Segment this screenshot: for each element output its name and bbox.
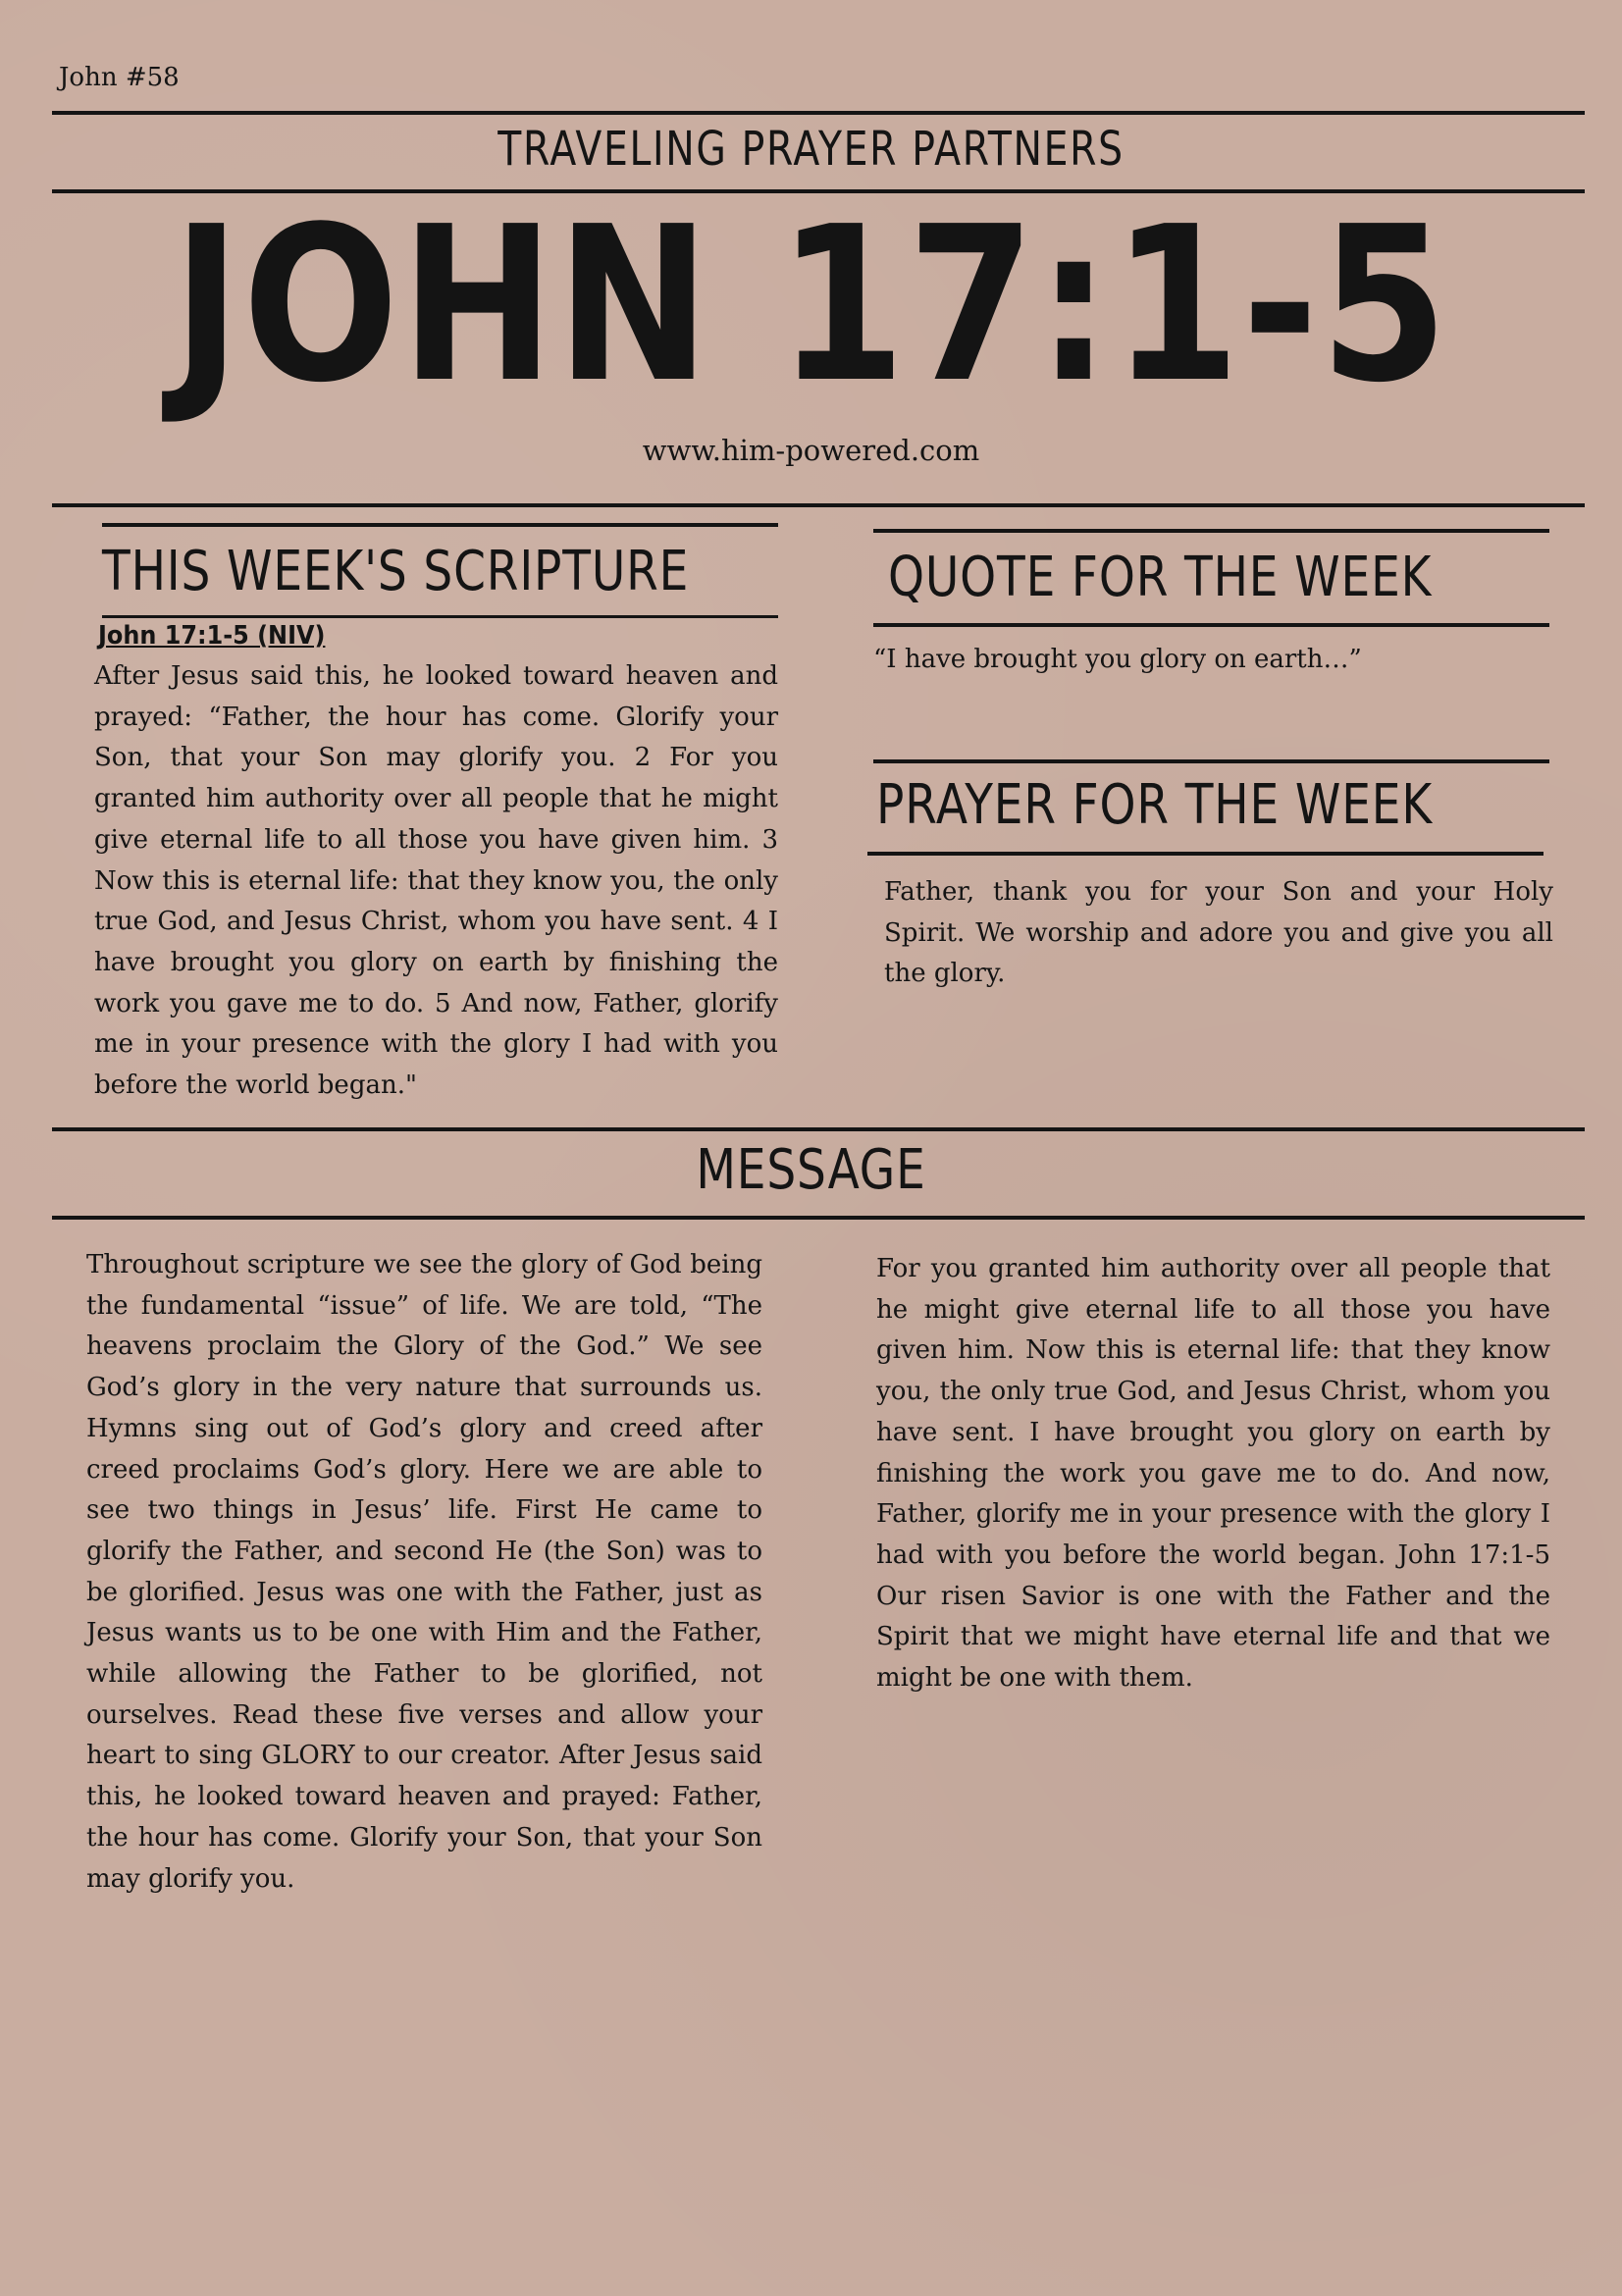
message-heading: MESSAGE (696, 1138, 926, 1202)
quote-bottom-rule (873, 623, 1549, 627)
top-rule (52, 111, 1585, 115)
scripture-top-rule (102, 523, 778, 527)
header-bottom-rule (52, 503, 1585, 507)
quote-heading: QUOTE FOR THE WEEK (888, 546, 1433, 609)
main-title: JOHN 17:1-5 (172, 182, 1450, 430)
message-top-rule (52, 1127, 1585, 1131)
message-right-text: For you granted him authority over all people that he might give eternal life to all those you have given him. Now this is eternal life: that they know you, the only true God, and Jesus Christ, whom you have sent. I have brought you glory on earth by finishing the work you gave me to do. And now, Father, glorify me in your presence with the glory I had with you before the world began. John 17:1-5 Our risen Savior is one with the Father and the Spirit that we might have eternal life and that we might be one with them. (876, 1254, 1550, 1694)
website-text: www.him-powered.com (642, 434, 980, 467)
quote-top-rule (873, 529, 1549, 533)
prayer-text: Father, thank you for your Son and your Holy Spirit. We worship and adore you and give you all the glory. (884, 877, 1553, 989)
scripture-bottom-rule (102, 615, 778, 618)
message-left-text: Throughout scripture we see the glory of God being the fundamental “issue” of life. We are told, “The heavens proclaim the Glory of the God.” We see God’s glory in the very nature that surrounds us. Hymns sing out of God’s glory and creed after creed proclaims God’s glory. Here we are able to see two things in Jesus’ life. First He came to glorify the Father, and second He (the Son) was to be glorified. Jesus was one with the Father, just as Jesus wants us to be one with Him and the Father, while allowing the Father to be glorified, not ourselves. Read these five verses and allow your heart to sing GLORY to our creator. After Jesus said this, he looked toward heaven and prayed: Father, the hour has come. Glorify your Son, that your Son may glorify you. (86, 1250, 762, 1894)
prayer-heading: PRAYER FOR THE WEEK (876, 773, 1434, 837)
issue-label: John #58 (59, 63, 180, 92)
scripture-heading: THIS WEEK'S SCRIPTURE (102, 540, 690, 603)
prayer-top-rule (873, 759, 1549, 763)
scripture-text: After Jesus said this, he looked toward heaven and prayed: “Father, the hour has come. Glorify your Son, that your Son may glorify you. 2 For you granted him authority over all people that he might give eternal life to all those you have given him. 3 Now this is eternal life: that they know you, the only true God, and Jesus Christ, whom you have sent. 4 I have brought you glory on earth by finishing the work you gave me to do. 5 And now, Father, glorify me in your presence with the glory I had with you before the world began." (94, 661, 778, 1101)
quote-text: “I have brought you glory on earth…” (873, 645, 1362, 674)
message-bottom-rule (52, 1216, 1585, 1220)
series-title: TRAVELING PRAYER PARTNERS (497, 122, 1125, 177)
scripture-reference: John 17:1-5 (NIV) (98, 621, 326, 651)
prayer-bottom-rule (867, 852, 1544, 856)
